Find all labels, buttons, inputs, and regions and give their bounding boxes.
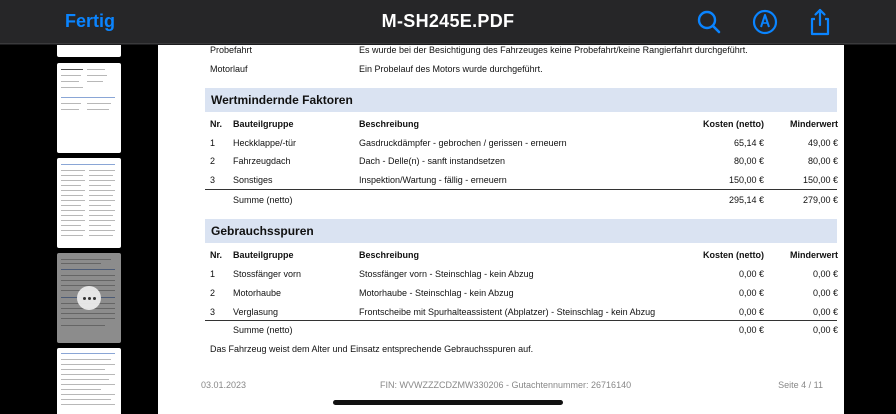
page-thumbnail-2[interactable]: [57, 45, 121, 57]
more-options-button[interactable]: [77, 286, 101, 310]
col-nr: Nr.: [210, 250, 223, 260]
intro-label: Probefahrt: [210, 45, 253, 55]
toolbar: [0, 0, 896, 44]
col-reduction: Minderwert: [789, 119, 838, 129]
footer-fin: FIN: WVWZZZCDZMW330206 - Gutachtennummer: 26716140: [380, 380, 632, 390]
markup-icon[interactable]: [750, 7, 780, 37]
more-icon: [83, 297, 86, 300]
intro-label: Motorlauf: [210, 64, 248, 74]
intro-text: Ein Probelauf des Motors wurde durchgeführt.: [359, 64, 543, 74]
home-indicator[interactable]: [333, 400, 563, 405]
divider: [205, 189, 837, 190]
share-icon[interactable]: [805, 7, 835, 37]
col-description: Beschreibung: [359, 250, 420, 260]
page-thumbnail-5[interactable]: [57, 348, 121, 414]
done-button[interactable]: Fertig: [65, 11, 116, 31]
col-group: Bauteilgruppe: [233, 119, 294, 129]
page-thumbnail-3[interactable]: [57, 158, 121, 248]
section-header: Wertmindernde Faktoren: [205, 88, 837, 112]
thumbnail-sidebar[interactable]: [0, 45, 158, 414]
col-description: Beschreibung: [359, 119, 420, 129]
search-icon[interactable]: [694, 7, 724, 37]
col-group: Bauteilgruppe: [233, 250, 294, 260]
page-thumbnail-2[interactable]: [57, 63, 121, 153]
intro-text: Es wurde bei der Besichtigung des Fahrzeuges keine Probefahrt/keine Rangierfahrt durchgeführt.: [359, 45, 748, 55]
divider: [205, 320, 837, 321]
footer-page-number: Seite 4 / 11: [778, 380, 823, 390]
col-reduction: Minderwert: [789, 250, 838, 260]
pdf-page[interactable]: Probefahrt Es wurde bei der Besichtigung des Fahrzeuges keine Probefahrt/keine Rangierfahrt durchgeführt. Motorlauf Ein Probelauf des Motors wurde durchgeführt. Wertmindernde Faktoren Nr. Bauteilgruppe Beschreibung Kosten (netto) Minderwert 1 Heckklappe/-tür Gasdruckdämpfer - gebrochen / gerissen - erneuern 65,14 € 49,00 € 2 Fahrzeugdach Dach - Delle(n) - sanft instandsetzen 80,00 € 80,00 € 3 Sonstiges Inspektion/Wartung - fällig - erneuern 150,00 € 150,00 € Summe (netto) 295,14 € 279,00 € Gebrauchsspuren Nr. Bauteilgruppe Beschreibung Kosten (netto) Minderwert 1 Stossfänger vorn Stossfänger vorn - Steinschlag - kein Abzug 0,00 € 0,00 € 2 Motorhaube Motorhaube - Steinschlag - kein Abzug 0,00 € 0,00 € 3 Verglasung Frontscheibe mit Spurhalteassistent (Abplatzer) - Steinschlag - kein Abzug 0,00 € 0,00 € Summe (netto) 0,00 € 0,00 € Das Fahrzeug weist dem Alter und Einsatz entsprechende Gebrauchsspuren auf. 03.01.2023 FIN: WVWZZZCDZMW330206 - Gutachtennummer: 26716140 Seite 4 / 11: [158, 45, 844, 414]
page-margin: [844, 45, 896, 414]
footer-date: 03.01.2023: [201, 380, 247, 390]
col-cost: Kosten (netto): [703, 119, 764, 129]
note-text: Das Fahrzeug weist dem Alter und Einsatz entsprechende Gebrauchsspuren auf.: [210, 344, 534, 354]
col-cost: Kosten (netto): [703, 250, 764, 260]
document-title: M-SH245E.PDF: [381, 11, 515, 31]
col-nr: Nr.: [210, 119, 223, 129]
section-header: Gebrauchsspuren: [205, 219, 837, 243]
